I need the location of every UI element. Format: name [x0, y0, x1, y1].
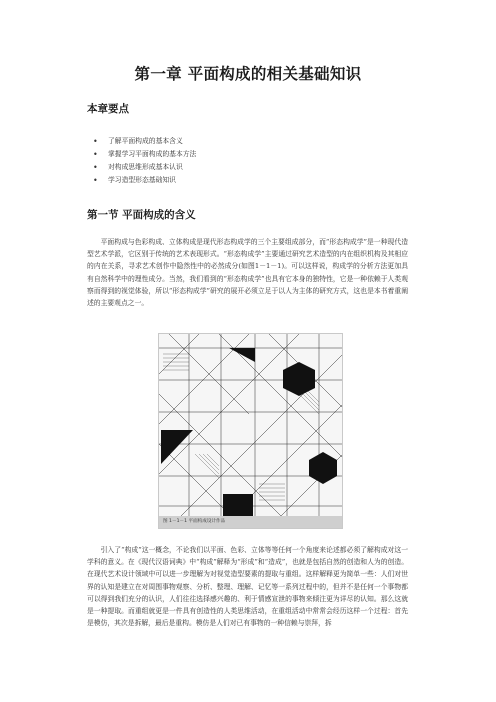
key-points-list: [93, 135, 196, 187]
figure-artwork: [159, 334, 343, 518]
black-triangle-shape: [223, 494, 253, 518]
chapter-title: 第一章 平面构成的相关基础知识: [134, 65, 362, 83]
paragraph: 引入了“构成”这一概念，不论我们以平面、色彩、立体等等任何一个角度来论述都必须了解构成对这一学科的意义。在《现代汉语词典》中“构成”解释为“形成”和“造成”，也就是包括自然的创造和人为的创造。在现代艺术设计领域中可以进一步理解为对视觉造型要素的提取与重组。这样解释更为简单一些：人们对世界的认知是建立在对周围事物观察、分析、整理、理解、记忆等一系列过程中的，但并不是任何一个事物都可以得到我们充分的认识，人们往往选择感兴趣的、利于情感宣泄的事物来倾注更为详尽的认知。那么这就是一种提取。而重组就更是一件具有创造性的人类思维活动，在重组活动中常常会经历这样一个过程：首先是模仿，其次是拆解，最后是重构。模仿是人们对已有事物的一种信赖与崇拜，拆: [87, 546, 408, 628]
figure: [158, 333, 343, 529]
paragraph: 平面构成与色彩构成、立体构成是现代形态构成学的三个主要组成部分，而“形态构成学”是一种现代造型艺术学派，它区别于传统的艺术表现形式。“形态构成学”主要通过研究艺术造型的内在组织机构及其相应的内在关系，寻求艺术创作中隐然性中的必然成分(如图1－1－1)。可以这样说，构成学的分析方法更加具有自然科学中的理性成分。当然，我们看到的“形态构成学”也具有它本身的独特性，它是一种依赖于人类观察而得到的视觉体验，所以“形态构成学”研究的展开必须立足于以人为主体的研究方式，这也是本书着重阐述的主要观点之一。: [87, 238, 408, 308]
list-item: • 了解平面构成的基本含义: [93, 135, 196, 148]
section-heading: 第一节 平面构成的含义: [87, 209, 196, 221]
list-item: • 掌握学习平面构成的基本方法: [93, 148, 196, 161]
list-item: • 学习造型形态基础知识: [93, 174, 196, 187]
figure-caption: 图 1－1－1 平面构成设计作品: [159, 516, 343, 528]
key-points-heading: 本章要点: [87, 103, 129, 115]
list-item: • 对构成思维形成基本认识: [93, 161, 196, 174]
